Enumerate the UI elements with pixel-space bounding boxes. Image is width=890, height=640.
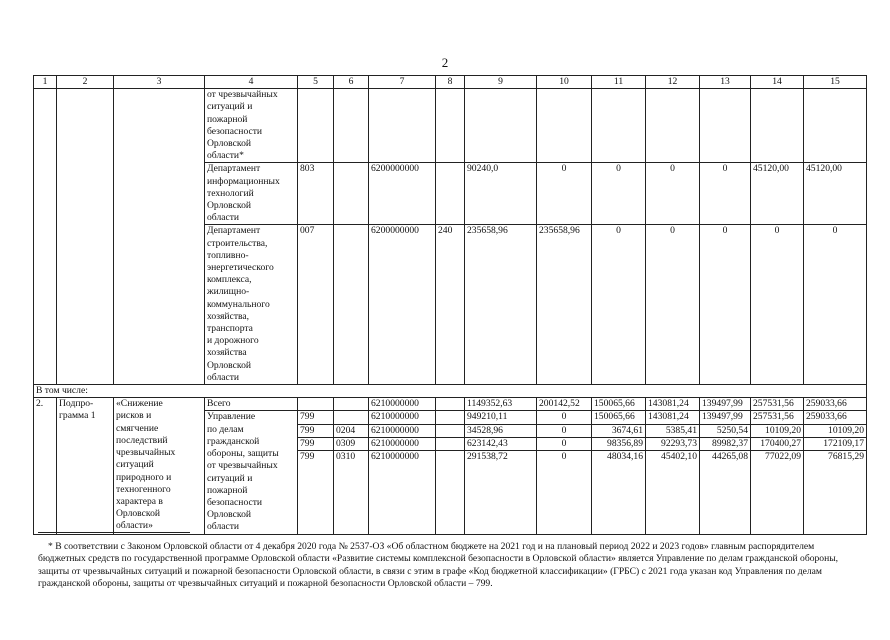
csr-cell: 6210000000 [369, 451, 436, 535]
rzpr-cell [334, 411, 369, 424]
table-row [34, 89, 867, 163]
executor-cell: Департамент строительства, топливно- энергетического комплекса, жилищно- коммунального хозяйства, транспорта и дорожного хозяйства Орловской области [205, 225, 298, 385]
column-number: 9 [465, 76, 537, 89]
amount-cell: 45402,10 [646, 451, 700, 535]
column-number: 14 [751, 76, 804, 89]
table-cell [751, 89, 804, 163]
amount-cell: 172109,17 [804, 437, 867, 450]
table-cell [537, 89, 592, 163]
amount-cell: 0 [700, 163, 751, 225]
amount-cell: 0 [537, 451, 592, 535]
amount-cell: 235658,96 [537, 225, 592, 385]
amount-cell: 0 [646, 225, 700, 385]
amount-cell: 0 [700, 225, 751, 385]
table-cell [465, 89, 537, 163]
amount-cell: 150065,66 [592, 398, 646, 411]
column-number: 13 [700, 76, 751, 89]
table-cell [298, 89, 334, 163]
amount-cell: 0 [537, 437, 592, 450]
amount-cell: 235658,96 [465, 225, 537, 385]
in-total-row [34, 385, 867, 398]
table-cell [436, 89, 465, 163]
amount-cell: 949210,11 [465, 411, 537, 424]
executor-cell: Департамент информационных технологий Орловской области [205, 163, 298, 225]
grbs-cell: 799 [298, 451, 334, 535]
budget-table [33, 75, 867, 535]
table-cell [646, 89, 700, 163]
amount-cell: 143081,24 [646, 398, 700, 411]
table-cell [369, 89, 436, 163]
subprogram-number: 2. [34, 398, 57, 535]
amount-cell: 623142,43 [465, 437, 537, 450]
table-cell [700, 89, 751, 163]
grbs-cell [298, 398, 334, 411]
grbs-cell: 799 [298, 437, 334, 450]
vr-cell [436, 451, 465, 535]
amount-cell: 10109,20 [751, 424, 804, 437]
amount-cell: 5385,41 [646, 424, 700, 437]
executor-cell: Управление по делам гражданской обороны, защиты от чрезвычайных ситуаций и пожарной безопасности Орловской области [205, 411, 298, 535]
subprogram-type: Подпро- грамма 1 [57, 398, 114, 535]
executor-cell: от чрезвычайных ситуаций и пожарной безопасности Орловской области* [205, 89, 298, 163]
rzpr-cell [334, 398, 369, 411]
csr-cell: 6200000000 [369, 163, 436, 225]
csr-cell: 6210000000 [369, 424, 436, 437]
rzpr-cell: 0204 [334, 424, 369, 437]
amount-cell: 259033,66 [804, 398, 867, 411]
column-number: 11 [592, 76, 646, 89]
amount-cell: 0 [804, 225, 867, 385]
page-number: 2 [441, 55, 449, 70]
amount-cell: 45120,00 [751, 163, 804, 225]
rzpr-cell [334, 163, 369, 225]
amount-cell: 92293,73 [646, 437, 700, 450]
amount-cell: 1149352,63 [465, 398, 537, 411]
column-number: 2 [57, 76, 114, 89]
amount-cell: 98356,89 [592, 437, 646, 450]
column-number: 10 [537, 76, 592, 89]
amount-cell: 48034,16 [592, 451, 646, 535]
amount-cell: 0 [646, 163, 700, 225]
column-number: 8 [436, 76, 465, 89]
vr-cell [436, 163, 465, 225]
grbs-cell: 803 [298, 163, 334, 225]
column-number: 1 [34, 76, 57, 89]
column-number: 5 [298, 76, 334, 89]
rzpr-cell: 0309 [334, 437, 369, 450]
grbs-cell: 799 [298, 411, 334, 424]
grbs-cell: 007 [298, 225, 334, 385]
vr-cell: 240 [436, 225, 465, 385]
amount-cell: 0 [592, 225, 646, 385]
amount-cell: 76815,29 [804, 451, 867, 535]
table-cell [34, 89, 57, 385]
table-cell [592, 89, 646, 163]
amount-cell: 200142,52 [537, 398, 592, 411]
vr-cell [436, 437, 465, 450]
column-number: 15 [804, 76, 867, 89]
amount-cell: 0 [537, 163, 592, 225]
amount-cell: 34528,96 [465, 424, 537, 437]
amount-cell: 0 [751, 225, 804, 385]
csr-cell: 6210000000 [369, 398, 436, 411]
amount-cell: 3674,61 [592, 424, 646, 437]
amount-cell: 150065,66 [592, 411, 646, 424]
amount-cell: 90240,0 [465, 163, 537, 225]
rzpr-cell: 0310 [334, 451, 369, 535]
table-cell [804, 89, 867, 163]
column-number: 3 [114, 76, 205, 89]
column-number: 12 [646, 76, 700, 89]
amount-cell: 257531,56 [751, 398, 804, 411]
subprogram-total-row [34, 398, 867, 411]
vr-cell [436, 411, 465, 424]
table-cell [114, 89, 205, 385]
table-cell [334, 89, 369, 163]
amount-cell: 0 [537, 411, 592, 424]
amount-cell: 77022,09 [751, 451, 804, 535]
total-label: Всего [205, 398, 298, 411]
rzpr-cell [334, 225, 369, 385]
amount-cell: 89982,37 [700, 437, 751, 450]
amount-cell: 10109,20 [804, 424, 867, 437]
vr-cell [436, 424, 465, 437]
amount-cell: 259033,66 [804, 411, 867, 424]
column-number: 4 [205, 76, 298, 89]
amount-cell: 291538,72 [465, 451, 537, 535]
subprogram-name: «Снижение рисков и смягчение последствий чрезвычайных ситуаций природного и техногенного характера в Орловской области» [114, 398, 205, 535]
footnote: * В соответствии с Законом Орловской области от 4 декабря 2020 года № 2537-ОЗ «Об областном бюджете на 2021 год и на плановый период 2022 и 2023 годов» главным распорядителем бюджетных средств по государственной программе Орловской области «Развитие системы комплексной безопасности в Орловской области» является Управление по делам гражданской обороны, защиты от чрезвычайных ситуаций и пожарной безопасности Орловской области, в связи с этим в графе «Код бюджетной классификации» (ГРБС) с 2021 года указан код Управления по делам гражданской обороны, защиты от чрезвычайных ситуаций и пожарной безопасности Орловской области – 799. [38, 541, 839, 590]
table-cell [57, 89, 114, 385]
amount-cell: 44265,08 [700, 451, 751, 535]
column-number-row [34, 76, 867, 89]
csr-cell: 6210000000 [369, 437, 436, 450]
amount-cell: 257531,56 [751, 411, 804, 424]
amount-cell: 139497,99 [700, 411, 751, 424]
amount-cell: 0 [592, 163, 646, 225]
amount-cell: 139497,99 [700, 398, 751, 411]
in-total-label: В том числе: [34, 385, 867, 398]
vr-cell [436, 398, 465, 411]
grbs-cell: 799 [298, 424, 334, 437]
amount-cell: 170400,27 [751, 437, 804, 450]
amount-cell: 45120,00 [804, 163, 867, 225]
column-number: 6 [334, 76, 369, 89]
amount-cell: 143081,24 [646, 411, 700, 424]
footnote-divider [38, 532, 190, 533]
column-number: 7 [369, 76, 436, 89]
csr-cell: 6210000000 [369, 411, 436, 424]
csr-cell: 6200000000 [369, 225, 436, 385]
amount-cell: 0 [537, 424, 592, 437]
amount-cell: 5250,54 [700, 424, 751, 437]
